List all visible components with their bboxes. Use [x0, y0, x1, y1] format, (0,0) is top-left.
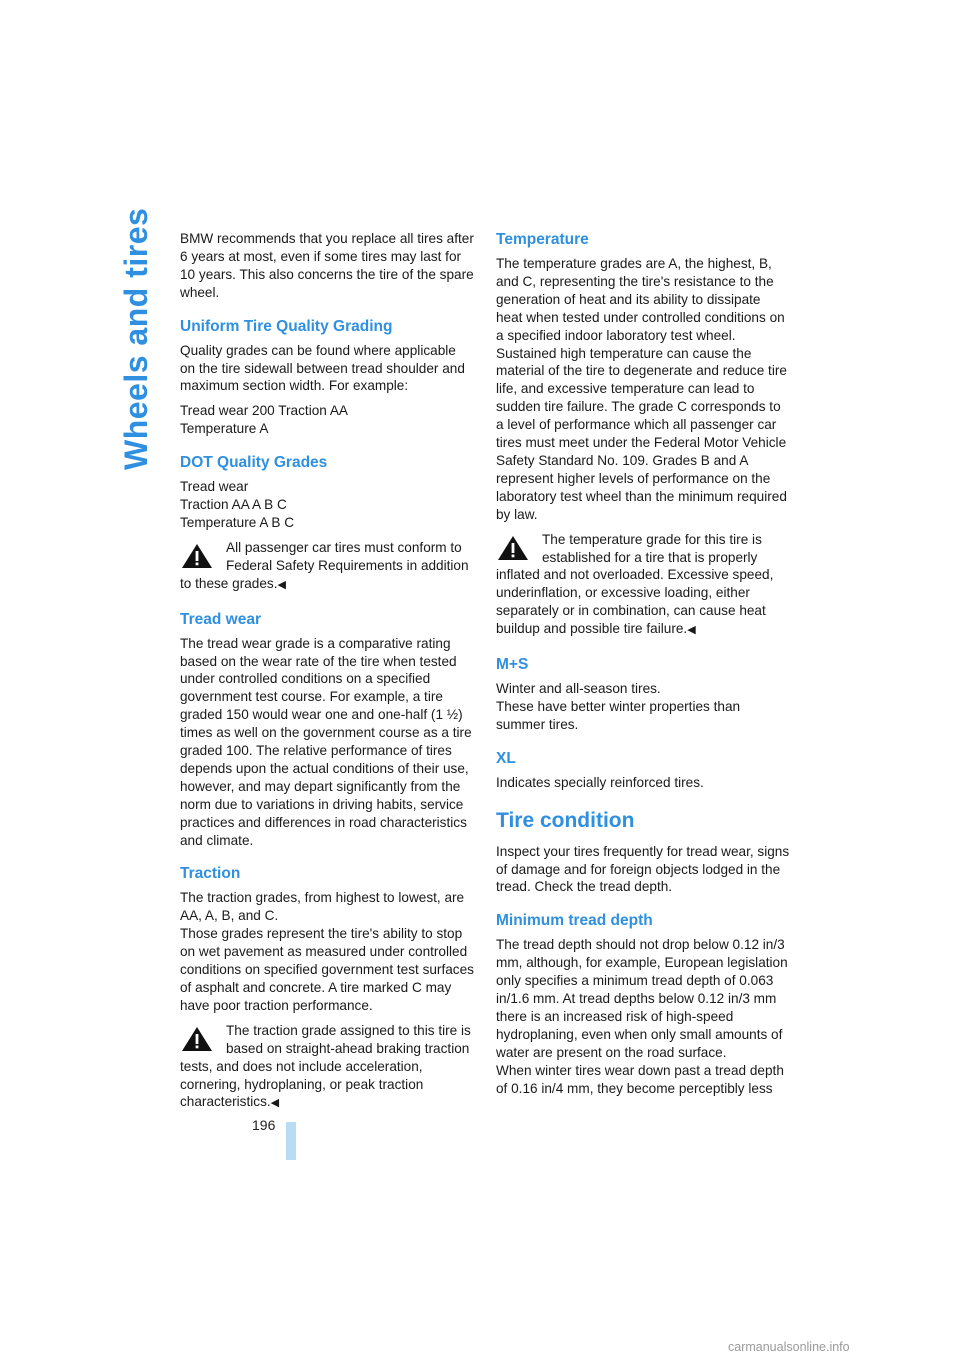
- heading-tread-wear: Tread wear: [180, 610, 261, 628]
- min-depth-paragraph-1: The tread depth should not drop below 0.12 in/3 mm, although, for example, European legislation only specifies a minimum tread depth of 0.063 in/1.6 mm. At tread depths below 0.12 in/3 mm there is an increased risk of high-speed hydroplaning, even when only small amounts of water are present on the road surface.: [496, 937, 788, 1060]
- dot-line-temperature: Temperature A B C: [180, 514, 295, 530]
- ms-paragraph-2: These have better winter properties than summer tires.: [496, 698, 741, 732]
- warning-temperature: [496, 531, 790, 640]
- end-mark: ◀: [687, 624, 696, 637]
- right-column: [496, 230, 790, 1105]
- utqg-paragraph: Quality grades can be found where applicable on the tire sidewall between tread shoulder and maximum section width. For example:: [180, 342, 465, 394]
- xl-paragraph: Indicates specially reinforced tires.: [496, 774, 704, 790]
- warning-dot: [180, 539, 474, 595]
- warning-triangle-icon: [496, 534, 532, 562]
- end-mark: ◀: [270, 1097, 280, 1110]
- intro-paragraph: BMW recommends that you replace all tires after 6 years at most, even if some tires may last for 10 years. This also concerns the tire of the spare wheel.: [180, 231, 474, 300]
- page-marker-bar: [286, 1122, 296, 1160]
- warning-dot-text: All passenger car tires must conform to Federal Safety Requirements in addition to these grades.: [180, 539, 469, 591]
- warning-traction: [180, 1022, 474, 1114]
- heading-tire-condition: Tire condition: [496, 808, 635, 832]
- end-mark: ◀: [277, 578, 286, 591]
- heading-dot-quality-grades: DOT Quality Grades: [180, 454, 328, 472]
- left-column: [180, 230, 474, 1123]
- tread-wear-paragraph: The tread wear grade is a comparative rating based on the wear rate of the tire when tested under controlled conditions on a specified government test course. For example, a tire graded 150 would wear one and one-half (1 ½) times as well on the government course as a tire graded 100. The relative performance of tires depends upon the actual conditions of their use, however, and may depart significantly from the norm due to variations in driving habits, service practices and differences in road characteristics and climate.: [180, 635, 472, 848]
- temperature-paragraph: The temperature grades are A, the highest, B, and C, representing the tire's resistance to the generation of heat and its ability to dissipate heat when tested under controlled conditions on a specified indoor laboratory test wheel. Sustained high temperature can cause the material of the tire to degenerate and reduce tire life, and excessive temperature can lead to sudden tire failure. The grade C corresponds to a level of performance which all passenger car tires must meet under the Federal Motor Vehicle Safety Standard No. 109. Grades B and A represent higher levels of performance on the laboratory test wheel than the minimum required by law.: [496, 256, 787, 522]
- traction-paragraph-2: Those grades represent the tire's ability to stop on wet pavement as measured under controlled conditions on specified government test surfaces of asphalt and concrete. A tire marked C may have poor traction performance.: [180, 926, 474, 1013]
- warning-temperature-text: The temperature grade for this tire is established for a tire that is properly inflated and not overloaded. Excessive speed, underinflation, or excessive loading, either separately or in combination, can cause heat buildup and possible tire failure.: [496, 531, 774, 637]
- heading-temperature: Temperature: [496, 231, 589, 248]
- min-depth-paragraph-2: When winter tires wear down past a tread depth of 0.16 in/4 mm, they become perceptibly less: [496, 1062, 784, 1096]
- dot-line-traction: Traction AA A B C: [180, 497, 287, 513]
- page-number: 196: [252, 1117, 276, 1133]
- tire-condition-paragraph: Inspect your tires frequently for tread wear, signs of damage and for foreign objects lodged in the tread. Check the tread depth.: [496, 843, 790, 895]
- dot-line-tread-wear: Tread wear: [180, 479, 249, 495]
- heading-ms: M+S: [496, 656, 529, 674]
- warning-triangle-icon: [180, 1025, 216, 1053]
- heading-traction: Traction: [180, 865, 241, 883]
- heading-utqg: Uniform Tire Quality Grading: [180, 317, 393, 335]
- utqg-example-line-2: Temperature A: [180, 421, 269, 437]
- chapter-side-title: Wheels and tires: [118, 207, 154, 470]
- utqg-example-line-1: Tread wear 200 Traction AA: [180, 403, 348, 419]
- traction-paragraph-1: The traction grades, from highest to lowest, are AA, A, B, and C.: [180, 890, 465, 924]
- heading-xl: XL: [496, 749, 516, 767]
- heading-minimum-tread-depth: Minimum tread depth: [496, 912, 653, 930]
- watermark: carmanualsonline.info: [728, 1340, 850, 1354]
- warning-traction-text: The traction grade assigned to this tire is based on straight-ahead braking traction tests, and does not include acceleration, cornering, hydroplaning, or peak traction characteristics.: [180, 1022, 471, 1110]
- ms-paragraph-1: Winter and all-season tires.: [496, 681, 661, 697]
- warning-triangle-icon: [180, 542, 216, 570]
